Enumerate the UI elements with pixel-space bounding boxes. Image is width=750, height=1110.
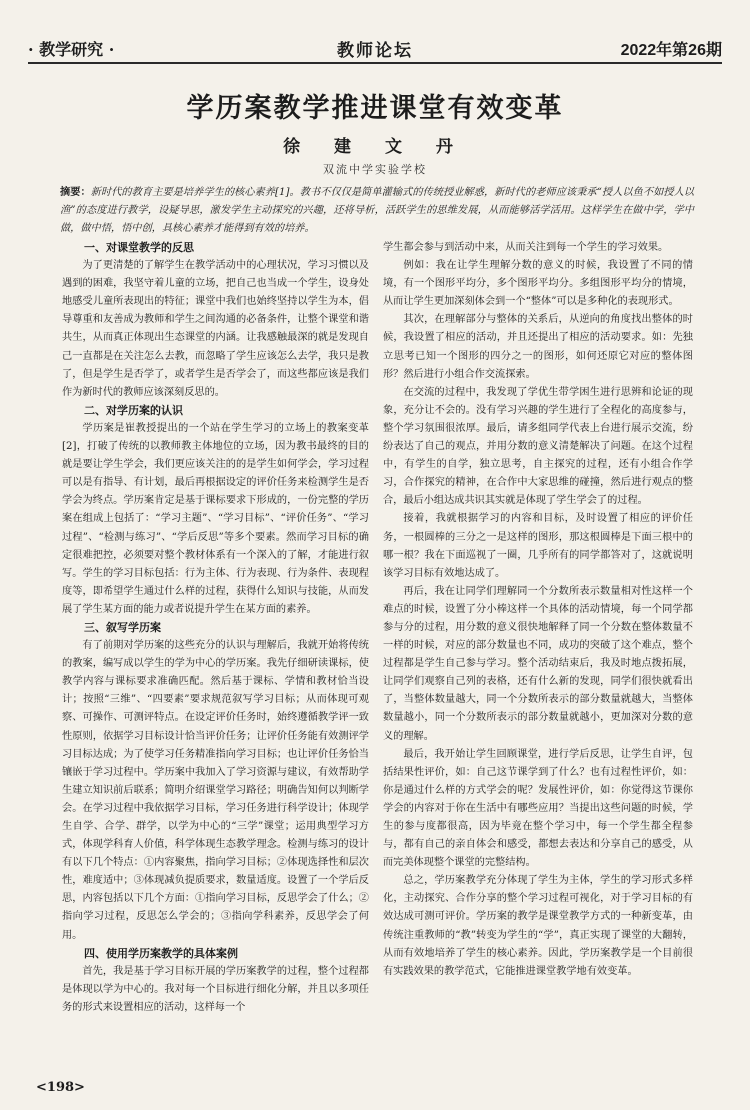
section-heading-4: 四、使用学历案教学的具体案例 — [84, 946, 238, 960]
section-heading-3: 三、叙写学历案 — [84, 620, 161, 634]
journal-name: 教师论坛 — [336, 40, 413, 61]
paragraph: 首先，我是基于学习目标开展的学历案教学的过程，整个过程都是体现以学为中心的。我对每一个目标进行细化分解，并且以多项任务的形式来设置相应的活动，这样每一个 — [62, 965, 369, 1013]
paragraph: 为了更清楚的了解学生在教学活动中的心理状况，学习习惯以及遇到的困难，我坚守着儿童的立场，把自己也当成一个学生，设身处地感受儿童所表现出的特征；课堂中我们也始终坚持以学生为本，倡导尊重和友善成为教师和学生之间沟通的必备条件，让整个课堂和谐共生，从而真正体现出生态课堂的内涵。让我感触最深的就是发现自己一直都是在关注怎么去教，而忽略了学生应该怎么去学，我只是教了，但是学生是否学了，或者学生是否学会了，而这些都应该是我们作为新时代的教师应该深刻反思的。 — [62, 260, 369, 398]
abstract-text: 新时代的教育主要是培养学生的核心素养[1]。教书不仅仅是简单灌输式的传统授业解惑，新时代的老师应该秉承“授人以鱼不如授人以渔”的态度进行教学，设疑导思，激发学生主动探究的兴趣，还将导析，活跃学生的思维发展，从而能够活学活用。这样学生在做中学，学中做，做中悟，悟中创，具核心素养才能得到有效的培养。 — [60, 187, 694, 234]
paragraph: 在交流的过程中，我发现了学优生带学困生进行思辨和论证的现象，充分让不会的。没有学习兴趣的学生进行了全程化的高度参与，整个学习氛围很浓厚。最后，请多组同学代表上台进行展示交流，纷纷表达了自己的观点，并用分数的意义清楚解决了问题。在这个过程中，有学生的自学，独立思考，自主探究的过程，还有小组合作学习，合作探究的精神，在合作中大家思维的碰撞，然后进行观点的整合，最后小组达成共识其实就是体现了学生学会了的过程。 — [383, 386, 693, 507]
running-header — [28, 34, 722, 64]
section-heading-2: 二、对学历案的认识 — [84, 403, 183, 417]
paragraph: 有了前期对学历案的这些充分的认识与理解后，我就开始将传统的教案，编写成以学生的学为中心的学历案。我先仔细研读课标，使教学内容与课标要求准确匹配。然后基于课标、学情和教材恰当设计；按照“三维”、“四要素”要求规范叙写学习目标；从而体现可观察、可操作、可测评特点。在设定评价任务时，始终遵循教学评一致性原则，依据学习目标设计恰当评价任务；让评价任务能有效测评学习目标达成；为了使学习任务精准指向学习目标；也让评价任务恰当镶嵌于学习过程中。学历案中我加入了学习资源与建议，有效帮助学生建立知识前后联系；简明介绍课堂学习路径；明确告知何以判断学会。在学习过程中我依据学习目标，学习任务进行科学设计；体现学生自学、合学、群学，以学为中心的“三学”课堂；运用典型学习方式，体现学科育人价值，科学体现生态教学理念。检测与练习的设计有以下几个特点：①内容聚焦，指向学习目标；②体现选择性和层次性，难度适中；③体现减负提质要求，数量适度。设置了一个学后反思，内容包括以下几个方面：①指向学习目标，反思学会了什么；②指向学习过程，反思怎么学会的；③指向学科素养，反思学会了何用。 — [62, 640, 369, 941]
paragraph: 接着，我就根据学习的内容和目标，及时设置了相应的评价任务，一根圆棒的三分之一是这样的图形，那这根圆棒是下面三根中的哪一根？我在下面巡视了一圈，几乎所有的同学都答对了，这就说明该学习目标有效地达成了。 — [383, 513, 693, 579]
section-heading-1: 一、对课堂教学的反思 — [84, 241, 194, 254]
paragraph: 其次，在理解部分与整体的关系后，从逆向的角度找出整体的时候，我设置了相应的活动，并且还提出了相应的活动要求。如：先独立思考已知一个图形的四分之一的图形，如何还原它对应的整体图形？然后进行小组合作交流探索。 — [383, 314, 693, 380]
issue-label: 2022年第26期 — [620, 41, 722, 59]
author-affiliation: 双流中学实验学校 — [323, 163, 427, 176]
page-number: <198> — [36, 1080, 85, 1095]
paragraph-continued: 学生都会参与到活动中来，从而关注到每一个学生的学习效果。 — [383, 242, 669, 253]
abstract-label: 摘要： — [60, 186, 91, 198]
article-author: 徐 建 文 丹 — [283, 137, 467, 157]
paragraph: 总之，学历案教学充分体现了学生为主体，学生的学习形式多样化，主动探究、合作分享的整个学习过程可视化，对于学习目标的有效达成可测可评价。学历案的教学是课堂教学方式的一种新变革，由传统注重教师的“教”转变为学生的“学”，真正实现了课堂的大翻转，从而有效地培养了学生的核心素养。因此，学历案教学是一个目前很有实践效果的教学范式，它能推进课堂教学地有效变革。 — [383, 875, 693, 977]
left-column — [62, 239, 369, 1069]
paragraph: 例如：我在让学生理解分数的意义的时候，我设置了不同的情境，有一个图形平均分，多个图形平均分。多组图形平均分的情境，从而让学生更加深刻体会到一个“整体”可以是多种化的表现形式。 — [383, 260, 693, 308]
article-title: 学历案教学推进课堂有效变革 — [186, 93, 564, 124]
paragraph: 学历案是崔教授提出的一个站在学生学习的立场上的教案变革[2]，打破了传统的以教师教主体地位的立场，因为教书最终的目的就是要让学生学会，我们更应该关注的的是学生如何学会，学习过程可以是有指导、有计划，最后再根据设定的评价任务来检测学生是否学会为终点。学历案肯定是基于课标要求下形成的，一份完整的学历案在组成上包括了：“学习主题”、“学习目标”、“评价任务”、“学习过程”、“检测与练习”、“学后反思”等多个要素。然而学习目标的确定很难把控，必须要对整个教材体系有一个深入的了解，才能进行叙写。学生的学习目标包括：行为主体、行为表现、行为条件、表现程度等，即希望学生通过什么样的过程，获得什么知识与技能，从而发展了学生某方面的能力或者说提升学生在某方面的素养。 — [62, 422, 369, 615]
right-column — [383, 239, 693, 1069]
section-label: · 教学研究 · — [28, 39, 115, 59]
paragraph: 再后，我在让同学们理解同一个分数所表示数量相对性这样一个难点的时候，设置了分小棒这样一个具体的活动情境，每一个同学都参与分的过程，用分数的意义很快地解释了同一个分数在整体数量不一样的时候，对应的部分数量也不同，成功的突破了这个难点，整个过程都是学生自己参与学习。整个活动结束后，我及时地点拨拓展，让同学们观察自己列的表格，还有什么新的发现，同学们很快就看出了，当整体数量越大，同一个分数所表示的部分数量就越大，当整体数量越小，同一个分数所表示的部分数量就越小，更加深对分数的意义的理解。 — [383, 585, 693, 742]
paragraph: 最后，我开始让学生回顾课堂，进行学后反思，让学生自评，包括结果性评价，如：自己这节课学到了什么？也有过程性评价，如：你是通过什么样的方式学会的呢？发展性评价，如：你觉得这节课你学会的内容对于你在生活中有哪些应用？当提出这些问题的时候，学生的参与度都很高，因为毕竟在整个学习中，每一个学生都全程参与，都有自己的亲自体会和感受，都想去表达和分享自己的感受，从而完美体现整个课堂的完整结构。 — [383, 748, 693, 869]
abstract — [60, 183, 694, 238]
